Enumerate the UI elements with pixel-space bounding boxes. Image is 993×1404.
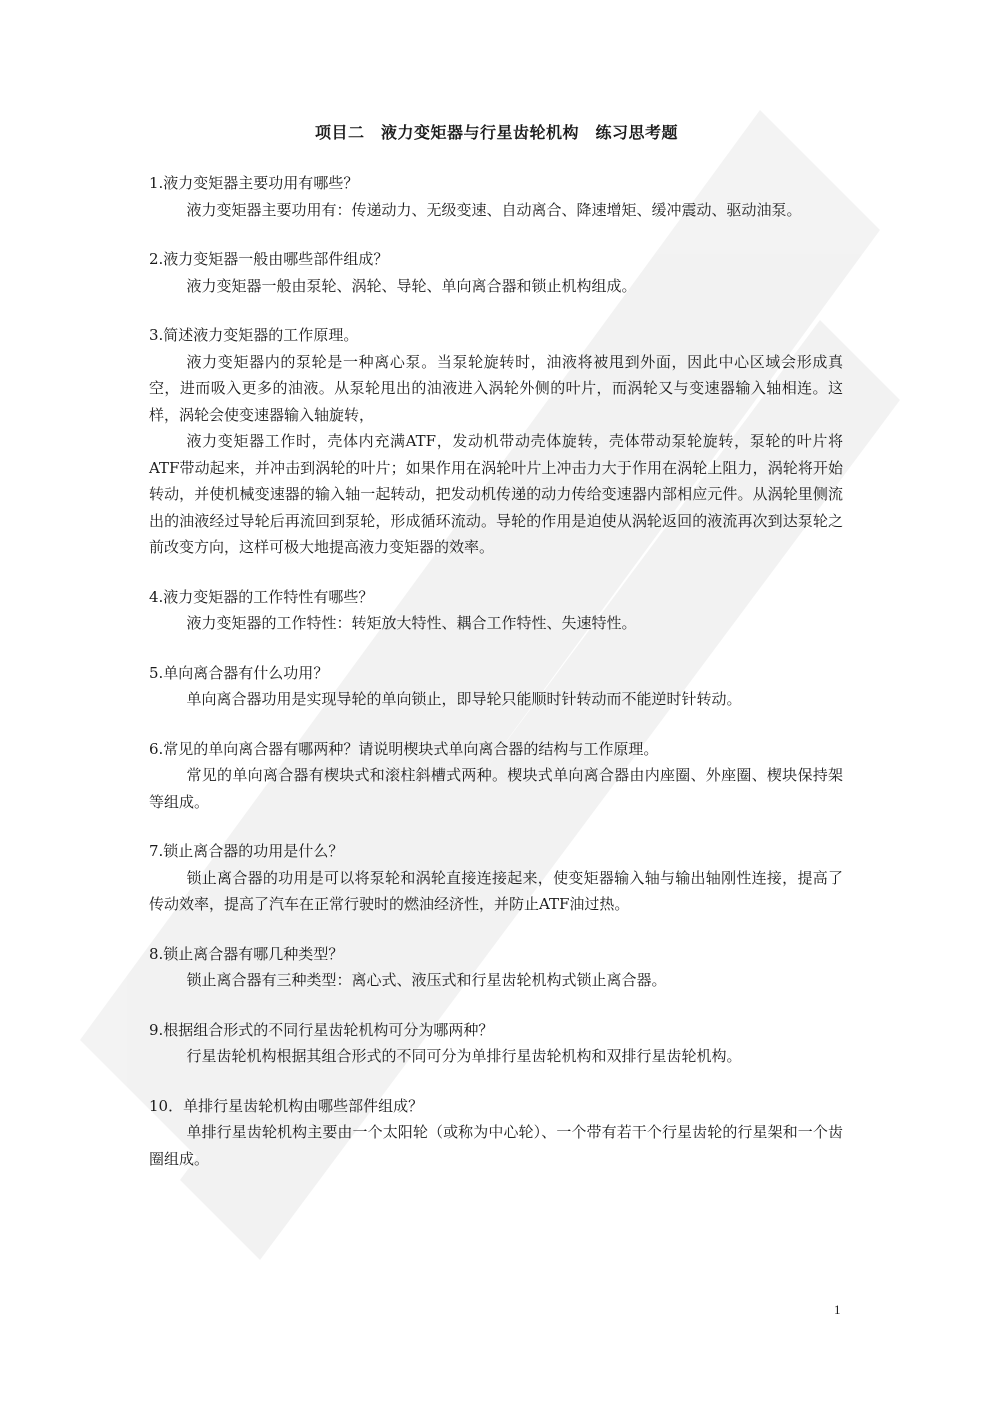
- answer-block: [149, 865, 843, 918]
- answer-paragraph: 单排行星齿轮机构主要由一个太阳轮（或称为中心轮）、一个带有若干个行星齿轮的行星架和一个齿圈组成。: [149, 1123, 843, 1168]
- answer-block: [149, 197, 843, 224]
- answer-block: [149, 967, 843, 994]
- qa-item: [149, 660, 843, 713]
- answer-paragraph: 锁止离合器有三种类型：离心式、液压式和行星齿轮机构式锁止离合器。: [186, 971, 667, 989]
- question-text: 6.常见的单向离合器有哪两种？请说明楔块式单向离合器的结构与工作原理。: [149, 739, 659, 758]
- answer-block: [149, 762, 843, 815]
- answer-paragraph: 常见的单向离合器有楔块式和滚柱斜槽式两种。楔块式单向离合器由内座圈、外座圈、楔块保持架等组成。: [149, 766, 843, 811]
- question-text: 5.单向离合器有什么功用？: [149, 663, 329, 682]
- answer-block: [149, 610, 843, 637]
- question-text: 10．单排行星齿轮机构由哪些部件组成？: [149, 1096, 424, 1115]
- answer-paragraph: 液力变矩器的工作特性：转矩放大特性、耦合工作特性、失速特性。: [186, 614, 637, 632]
- question-text: 9.根据组合形式的不同行星齿轮机构可分为哪两种？: [149, 1020, 494, 1039]
- page-title: 项目二 液力变矩器与行星齿轮机构 练习思考题: [314, 123, 678, 142]
- page-number: 1: [834, 1302, 841, 1317]
- qa-list: [149, 170, 843, 1195]
- qa-item: [149, 736, 843, 816]
- qa-item: [149, 322, 843, 561]
- answer-paragraph: 锁止离合器的功用是可以将泵轮和涡轮直接连接起来，使变矩器输入轴与输出轴刚性连接，提高了传动效率，提高了汽车在正常行驶时的燃油经济性，并防止ATF油过热。: [149, 868, 843, 913]
- qa-item: [149, 1093, 843, 1173]
- question-text: 7.锁止离合器的功用是什么？: [149, 842, 344, 860]
- answer-paragraph: 液力变矩器一般由泵轮、涡轮、导轮、单向离合器和锁止机构组成。: [186, 276, 637, 295]
- answer-paragraph: 液力变矩器工作时，壳体内充满ATF，发动机带动壳体旋转，壳体带动泵轮旋转，泵轮的叶片将ATF带动起来，并冲击到涡轮的叶片；如果作用在涡轮叶片上冲击力大于作用在涡轮上阻力，涡轮将开始转动，并使机械变速器的输入轴一起转动，把发动机传递的动力传给变速器内部相应元件。从涡轮里侧流出的油液经过导轮后再流回到泵轮，形成循环流动。导轮的作用是迫使从涡轮返回的液流再次到达泵轮之前改变方向，这样可极大地提高液力变矩器的效率。: [149, 432, 843, 556]
- qa-item: [149, 838, 843, 918]
- qa-item: [149, 170, 843, 223]
- answer-block: [149, 1119, 843, 1172]
- question-text: 3.简述液力变矩器的工作原理。: [149, 326, 359, 344]
- qa-item: [149, 1017, 843, 1070]
- answer-block: [149, 1043, 843, 1070]
- answer-paragraph: 行星齿轮机构根据其组合形式的不同可分为单排行星齿轮机构和双排行星齿轮机构。: [186, 1047, 742, 1065]
- question-text: 4.液力变矩器的工作特性有哪些？: [149, 587, 374, 606]
- answer-paragraph: 单向离合器功用是实现导轮的单向锁止，即导轮只能顺时针转动而不能逆时针转动。: [186, 690, 742, 708]
- question-text: 1.液力变矩器主要功用有哪些？: [149, 174, 359, 192]
- question-text: 2.液力变矩器一般由哪些部件组成？: [149, 250, 389, 268]
- answer-paragraph: 液力变矩器内的泵轮是一种离心泵。当泵轮旋转时，油液将被甩到外面，因此中心区域会形成真空，进而吸入更多的油液。从泵轮甩出的油液进入涡轮外侧的叶片，而涡轮又与变速器输入轴相连。这样，涡轮会使变速器输入轴旋转，: [149, 352, 843, 424]
- qa-item: [149, 941, 843, 994]
- qa-item: [149, 246, 843, 299]
- question-text: 8.锁止离合器有哪几种类型？: [149, 944, 344, 963]
- answer-paragraph: 液力变矩器主要功用有：传递动力、无级变速、自动离合、降速增矩、缓冲震动、驱动油泵。: [186, 200, 802, 219]
- answer-block: [149, 686, 843, 713]
- answer-block: [149, 273, 843, 300]
- qa-item: [149, 584, 843, 637]
- answer-block: [149, 349, 843, 561]
